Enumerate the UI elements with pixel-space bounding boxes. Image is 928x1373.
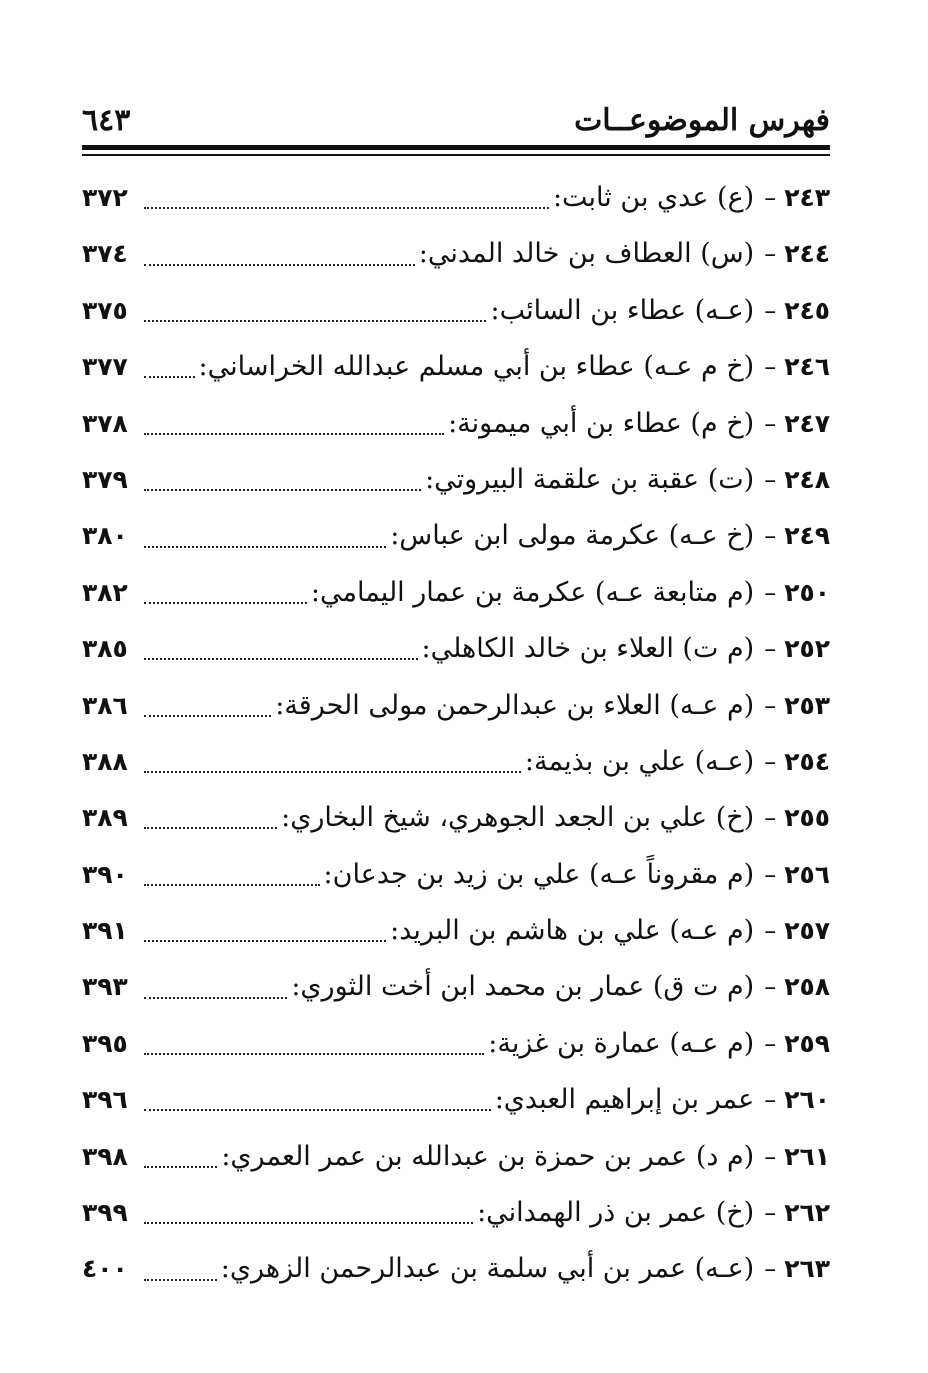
toc-entry [82, 283, 830, 339]
entry-title: (م مقروناً عـه) علي بن زيد بن جدعان: [323, 858, 755, 890]
entry-title: (م عـه) عمارة بن غزية: [488, 1027, 755, 1059]
toc-entry [82, 1129, 830, 1185]
entry-number: ٢٥٥ [784, 803, 830, 833]
entry-page: ٣٨٦ [82, 690, 128, 720]
dot-leader [144, 1109, 491, 1111]
entry-title: (عـه) علي بن بذيمة: [524, 745, 755, 777]
entry-number: ٢٤٨ [784, 464, 830, 494]
entry-page: ٣٩٣ [82, 972, 128, 1002]
dot-leader [144, 997, 287, 999]
entry-title: (خ م عـه) عطاء بن أبي مسلم عبدالله الخراساني: [198, 351, 755, 383]
dot-leader [144, 658, 418, 660]
toc-entry [82, 959, 830, 1015]
entry-number: ٢٥٠ [784, 577, 830, 607]
entry-dash: – [764, 1199, 777, 1228]
toc-entry [82, 1016, 830, 1072]
entry-page: ٣٨٥ [82, 634, 128, 664]
toc-entry [82, 226, 830, 282]
entry-dash: – [764, 353, 777, 382]
entry-title: (خ) علي بن الجعد الجوهري، شيخ البخاري: [281, 802, 755, 834]
dot-leader [144, 546, 386, 548]
entry-dash: – [764, 1086, 777, 1115]
entry-title: (عـه) عطاء بن السائب: [490, 294, 755, 326]
entry-number: ٢٤٥ [784, 295, 830, 325]
entry-title: (ع) عدي بن ثابت: [552, 182, 755, 213]
entry-dash: – [764, 691, 777, 720]
entry-dash: – [764, 804, 777, 833]
entry-title: (م متابعة عـه) عكرمة بن عمار اليمامي: [310, 576, 755, 608]
entry-page: ٣٩٦ [82, 1085, 128, 1115]
entry-page: ٣٧٢ [82, 183, 128, 212]
entry-page: ٣٨٢ [82, 577, 128, 607]
entry-dash: – [764, 860, 777, 889]
dot-leader [144, 827, 277, 829]
entry-page: ٣٩٩ [82, 1198, 128, 1228]
entry-page: ٣٩٠ [82, 859, 128, 889]
entry-dash: – [764, 184, 777, 212]
dot-leader [144, 264, 415, 266]
dot-leader [144, 489, 421, 491]
toc-entry [82, 621, 830, 677]
entry-page: ٣٩١ [82, 916, 128, 946]
toc-entry [82, 396, 830, 452]
entry-title: (خ عـه) عكرمة مولى ابن عباس: [390, 520, 755, 552]
dot-leader [144, 715, 271, 717]
entry-title: (م عـه) علي بن هاشم بن البريد: [390, 915, 755, 947]
entry-dash: – [764, 747, 777, 776]
entry-dash: – [764, 240, 777, 269]
toc-entry [82, 1241, 830, 1297]
entry-title: (م ت ق) عمار بن محمد ابن أخت الثوري: [291, 971, 755, 1003]
entry-dash: – [764, 917, 777, 946]
entry-number: ٢٥٤ [784, 746, 830, 776]
toc-entry [82, 678, 830, 734]
header-rule-thin [82, 154, 830, 156]
toc-entry [82, 508, 830, 564]
header-rule-thick [82, 145, 830, 150]
entry-page: ٣٨٠ [82, 521, 128, 551]
dot-leader [144, 1166, 217, 1168]
entry-title: (م عـه) العلاء بن عبدالرحمن مولى الحرقة: [275, 689, 755, 721]
entry-page: ٣٧٨ [82, 408, 128, 438]
entry-title: عمر بن إبراهيم العبدي: [494, 1084, 755, 1116]
entry-title: (خ) عمر بن ذر الهمداني: [477, 1197, 755, 1229]
entry-title: (م د) عمر بن حمزة بن عبدالله بن عمر العمري: [221, 1140, 755, 1172]
entry-number: ٢٤٩ [784, 521, 830, 551]
entry-page: ٣٨٩ [82, 803, 128, 833]
entry-dash: – [764, 578, 777, 607]
dot-leader [144, 207, 549, 209]
toc-entry [82, 170, 830, 226]
dot-leader [144, 1222, 473, 1224]
entry-page: ٣٧٩ [82, 464, 128, 494]
running-title: فهرس الموضوعــات [574, 103, 830, 138]
entry-title: (س) العطاف بن خالد المدني: [418, 238, 755, 270]
entry-dash: – [764, 1255, 777, 1284]
entry-number: ٢٥٦ [784, 859, 830, 889]
dot-leader [144, 1279, 217, 1281]
entry-number: ٢٦٢ [784, 1198, 830, 1228]
toc-entry [82, 339, 830, 395]
toc-entry [82, 452, 830, 508]
entry-dash: – [764, 465, 777, 494]
entry-title: (عـه) عمر بن أبي سلمة بن عبدالرحمن الزهري: [220, 1253, 755, 1285]
entry-number: ٢٦٣ [784, 1254, 830, 1284]
entry-number: ٢٤٧ [784, 408, 830, 438]
dot-leader [144, 771, 521, 773]
entry-title: (م ت) العلاء بن خالد الكاهلي: [421, 633, 755, 665]
entry-page: ٣٧٥ [82, 295, 128, 325]
dot-leader [144, 940, 386, 942]
entry-number: ٢٤٦ [784, 352, 830, 382]
entry-dash: – [764, 522, 777, 551]
page-number: ٦٤٣ [82, 103, 131, 138]
entry-dash: – [764, 1029, 777, 1058]
entry-page: ٣٧٤ [82, 239, 128, 269]
entry-dash: – [764, 973, 777, 1002]
entry-page: ٣٩٨ [82, 1141, 128, 1171]
entry-dash: – [764, 409, 777, 438]
entry-number: ٢٥٩ [784, 1028, 830, 1058]
toc-entry [82, 847, 830, 903]
toc-entry [82, 734, 830, 790]
entry-number: ٢٦١ [784, 1141, 830, 1171]
entry-number: ٢٥٧ [784, 916, 830, 946]
entry-number: ٢٥٢ [784, 634, 830, 664]
entry-title: (ت) عقبة بن علقمة البيروتي: [425, 463, 755, 495]
dot-leader [144, 433, 444, 435]
dot-leader [144, 376, 195, 378]
table-of-contents [82, 170, 830, 1298]
dot-leader [144, 602, 307, 604]
dot-leader [144, 320, 486, 322]
entry-number: ٢٥٨ [784, 972, 830, 1002]
entry-dash: – [764, 635, 777, 664]
entry-number: ٢٦٠ [784, 1085, 830, 1115]
entry-page: ٣٩٥ [82, 1028, 128, 1058]
toc-entry [82, 790, 830, 846]
dot-leader [144, 884, 320, 886]
entry-dash: – [764, 1142, 777, 1171]
entry-number: ٢٤٣ [784, 183, 830, 212]
dot-leader [144, 1053, 484, 1055]
entry-page: ٣٧٧ [82, 352, 128, 382]
entry-dash: – [764, 296, 777, 325]
toc-entry [82, 903, 830, 959]
entry-number: ٢٤٤ [784, 239, 830, 269]
toc-entry [82, 1072, 830, 1128]
page-header [82, 96, 830, 146]
entry-title: (خ م) عطاء بن أبي ميمونة: [448, 407, 755, 439]
entry-number: ٢٥٣ [784, 690, 830, 720]
toc-entry [82, 1185, 830, 1241]
entry-page: ٣٨٨ [82, 746, 128, 776]
entry-page: ٤٠٠ [82, 1254, 128, 1284]
toc-entry [82, 565, 830, 621]
